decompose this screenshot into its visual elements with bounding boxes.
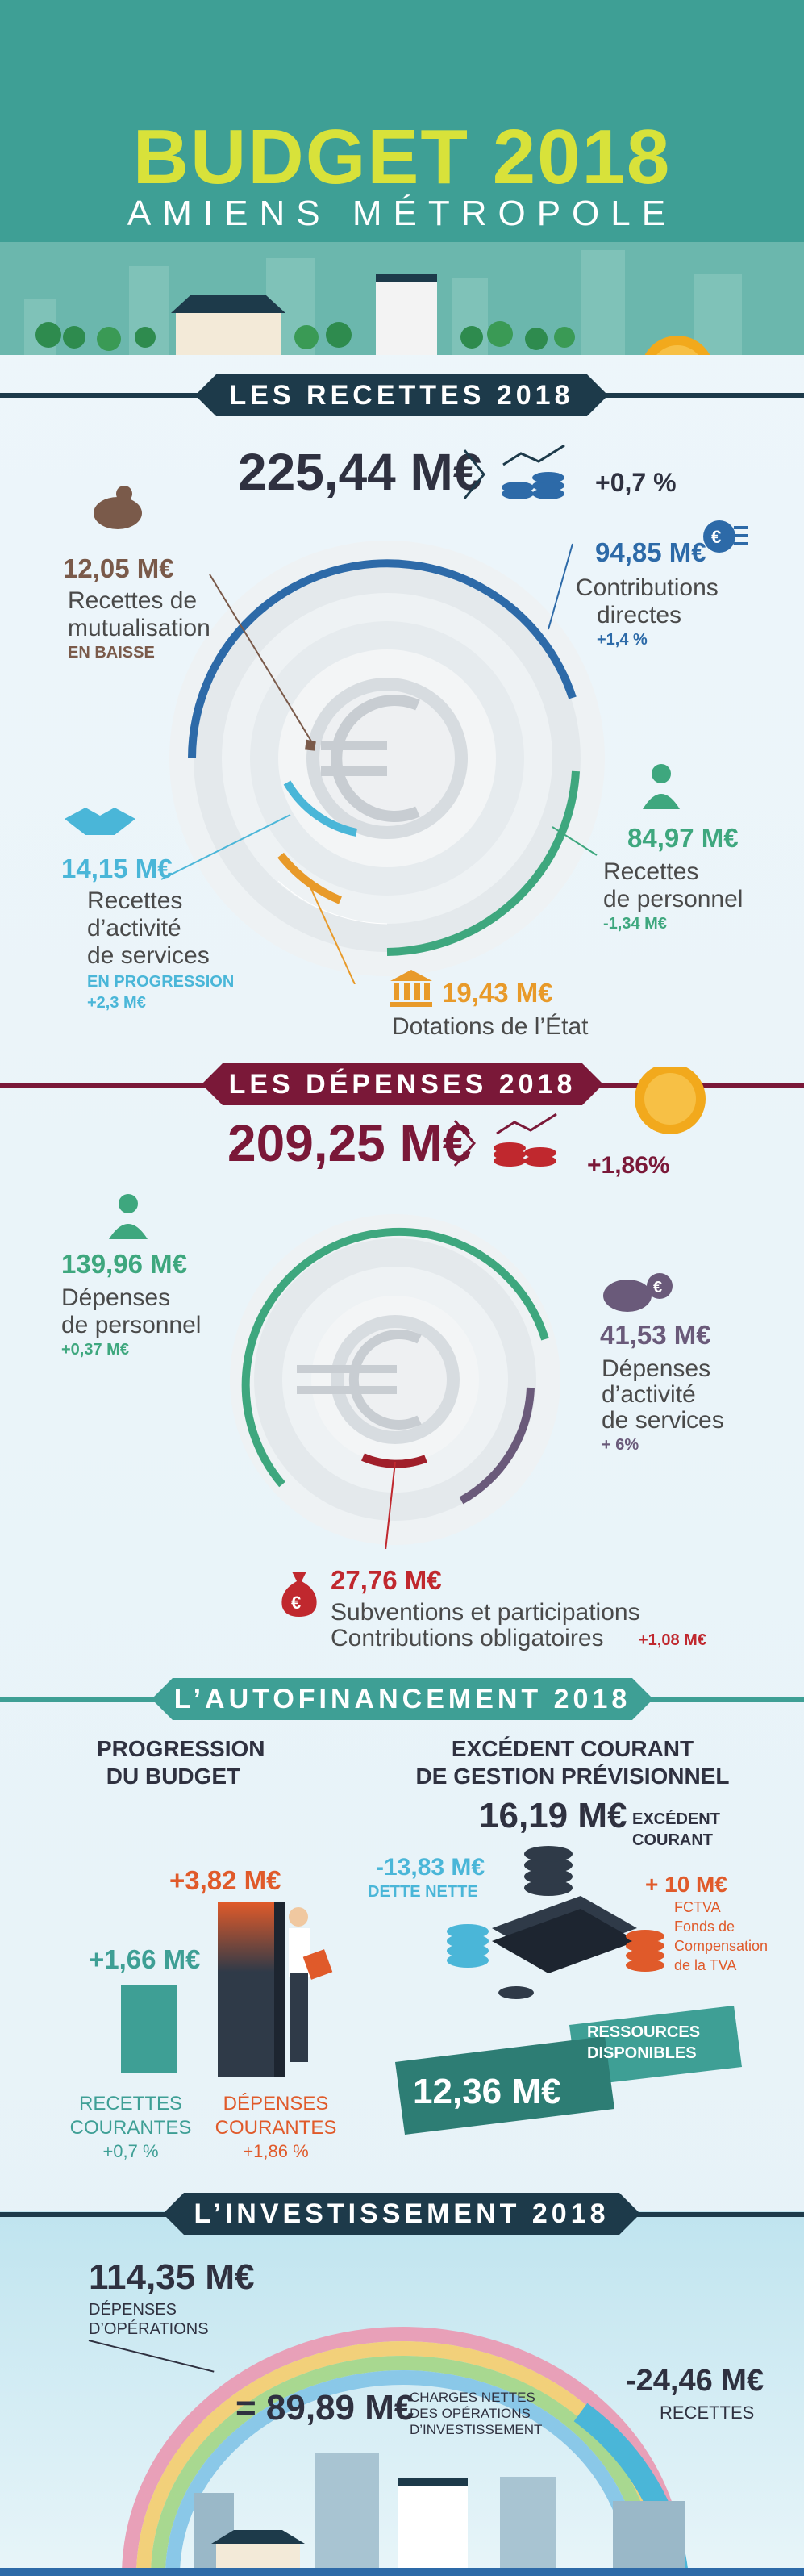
page-title: BUDGET 2018 [132, 114, 672, 200]
investissement-ribbon: L’INVESTISSEMENT 2018 [184, 2193, 619, 2235]
coin-icon [626, 1067, 714, 1139]
piggy-bank-icon [89, 484, 145, 532]
dette-value: -13,83 M€ [376, 1854, 485, 1881]
money-stack-icon [435, 1839, 645, 2001]
money-bag-icon [277, 1567, 321, 1618]
bar1-value: +1,66 M€ [89, 1944, 201, 1974]
subventions-label-2: Contributions obligatoires [331, 1625, 604, 1651]
bar1-note: +0,7 % [102, 2141, 159, 2161]
fctva-label-1: FCTVA [674, 1899, 721, 1915]
depenses-services-label-3: de services [602, 1407, 724, 1434]
fctva-label-4: de la TVA [674, 1957, 737, 1973]
contributions-note: +1,4 % [597, 631, 648, 649]
depenses-services-note: + 6% [602, 1436, 639, 1454]
bar2-note: +1,86 % [243, 2141, 309, 2161]
services-note-2: +2,3 M€ [87, 994, 146, 1012]
expense-coins-icon [452, 1109, 581, 1174]
contributions-label-1: Contributions [576, 574, 719, 601]
euro-coin-icon [702, 516, 750, 557]
contributions-value: 94,85 M€ [595, 537, 706, 567]
depenses-personnel-value: 139,96 M€ [61, 1249, 187, 1279]
contributions-label-2: directes [597, 602, 682, 628]
personnel-value: 84,97 M€ [627, 823, 739, 853]
net-label-3: D’INVESTISSEMENT [410, 2422, 543, 2437]
piggy-euro-icon [598, 1268, 679, 1317]
depenses-services-value: 41,53 M€ [600, 1320, 711, 1350]
person-icon [641, 762, 681, 811]
excedent-title-2: DE GESTION PRÉVISIONNEL [415, 1764, 730, 1789]
depenses-growth: +1,86% [587, 1152, 670, 1179]
bar1-label-1: RECETTES [78, 2093, 182, 2115]
net-value: = 89,89 M€ [235, 2388, 414, 2428]
depenses-services-label-2: d’activité [602, 1381, 696, 1408]
ressources-label-2: DISPONIBLES [587, 2044, 697, 2062]
mutualisation-note: EN BAISSE [68, 644, 155, 662]
operations-label-1: DÉPENSES [89, 2301, 177, 2319]
personnel-label-1: Recettes [603, 858, 699, 885]
depenses-services-label-1: Dépenses [602, 1355, 711, 1382]
personnel-note: -1,34 M€ [603, 915, 667, 933]
businessman-icon [274, 1904, 339, 2073]
progression-title-1: PROGRESSION [97, 1736, 265, 1761]
investissement-recettes-value: -24,46 M€ [626, 2364, 764, 2398]
recettes-total: 225,44 M€ [238, 443, 482, 501]
excedent-title-1: EXCÉDENT COURANT [451, 1736, 694, 1761]
services-value: 14,15 M€ [61, 854, 173, 883]
dotations-label: Dotations de l’État [392, 1013, 589, 1040]
services-label-3: de services [87, 942, 210, 969]
recettes-growth: +0,7 % [595, 468, 677, 497]
operations-value: 114,35 M€ [89, 2257, 255, 2297]
fctva-label-2: Fonds de [674, 1918, 735, 1935]
fctva-label-3: Compensation [674, 1938, 769, 1954]
mutualisation-label-2: mutualisation [68, 615, 210, 641]
depenses-personnel-note: +0,37 M€ [61, 1341, 129, 1359]
operations-label-2: D’OPÉRATIONS [89, 2320, 209, 2338]
bar2-value: +3,82 M€ [169, 1865, 281, 1895]
personnel-label-2: de personnel [603, 886, 744, 912]
depenses-personnel-label-2: de personnel [61, 1312, 202, 1338]
services-note: EN PROGRESSION [87, 973, 235, 991]
bar1-label-2: COURANTES [69, 2117, 192, 2139]
fctva-coins-icon [621, 1912, 669, 1977]
employee-icon [106, 1192, 150, 1241]
subventions-label-1: Subventions et participations [331, 1599, 640, 1626]
ressources-value: 12,36 M€ [413, 2072, 561, 2111]
autofinancement-ribbon: L’AUTOFINANCEMENT 2018 [173, 1678, 632, 1720]
depenses-total: 209,25 M€ [227, 1114, 472, 1172]
page-subtitle: AMIENS MÉTROPOLE [127, 194, 677, 233]
fctva-value: + 10 M€ [645, 1872, 727, 1897]
svg-text:€: € [711, 527, 722, 547]
net-label-2: DES OPÉRATIONS [410, 2406, 531, 2421]
handshake-icon [61, 803, 139, 838]
mutualisation-label-1: Recettes de [68, 587, 198, 614]
depenses-donut [226, 1210, 564, 1549]
recettes-bar [113, 1977, 185, 2073]
header-banner [0, 0, 804, 355]
mutualisation-value: 12,05 M€ [63, 553, 174, 583]
recettes-ribbon: LES RECETTES 2018 [216, 374, 587, 416]
depenses-personnel-label-1: Dépenses [61, 1284, 171, 1311]
services-label-1: Recettes [87, 887, 183, 914]
svg-text:€: € [653, 1279, 663, 1296]
recettes-donut [161, 532, 613, 984]
state-building-icon [389, 968, 434, 1008]
bar2-label-2: COURANTES [215, 2117, 337, 2139]
ressources-label-1: RESSOURCES [587, 2023, 701, 2041]
dotations-value: 19,43 M€ [442, 978, 553, 1008]
excedent-label-2: COURANT [632, 1831, 713, 1849]
subventions-value: 27,76 M€ [331, 1565, 442, 1595]
bar2-label-1: DÉPENSES [223, 2093, 329, 2115]
investissement-recettes-label: RECETTES [660, 2403, 755, 2423]
progression-title-2: DU BUDGET [106, 1764, 241, 1789]
excedent-label-1: EXCÉDENT [632, 1810, 720, 1828]
dette-label: DETTE NETTE [368, 1883, 478, 1901]
services-label-2: d’activité [87, 915, 181, 941]
svg-text:€: € [291, 1593, 302, 1613]
depenses-ribbon: LES DÉPENSES 2018 [223, 1063, 582, 1105]
growth-coins-icon [461, 442, 590, 507]
subventions-note: +1,08 M€ [639, 1631, 706, 1649]
excedent-value: 16,19 M€ [479, 1796, 627, 1835]
net-label-1: CHARGES NETTES [410, 2390, 535, 2405]
